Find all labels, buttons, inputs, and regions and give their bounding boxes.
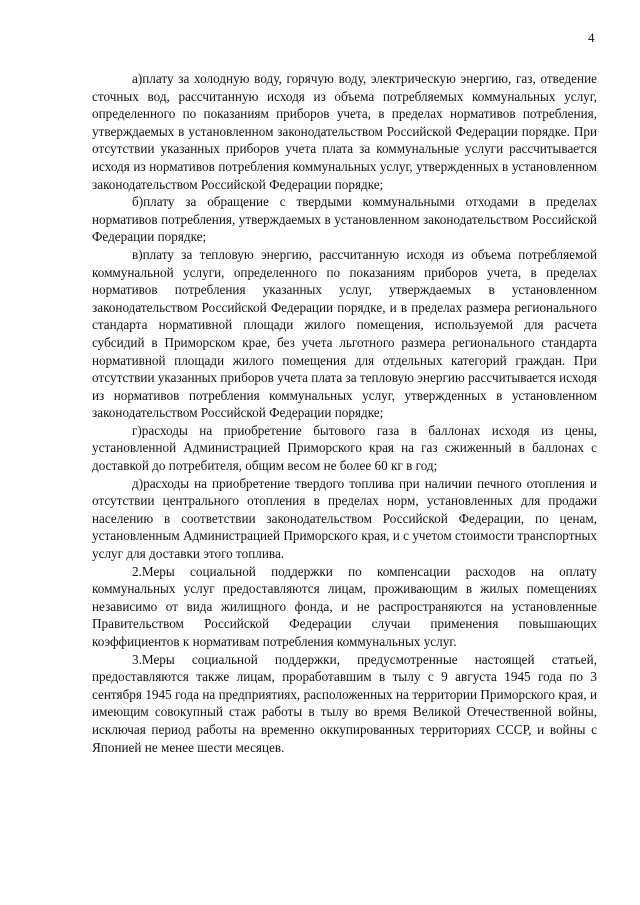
paragraph-b: б)плату за обращение с твердыми коммунальными отходами в пределах нормативов потребления, утверждаемых в установленном законодательством Российской Федерации порядке;	[92, 194, 597, 245]
page-number: 4	[588, 30, 595, 45]
paragraph-g: г)расходы на приобретение бытового газа в баллонах исходя из цены, установленной Администрацией Приморского края на газ сжиженный в баллонах с доставкой до потребителя, общим весом не более 60 кг в год;	[92, 422, 597, 474]
paragraph-a: а)плату за холодную воду, горячую воду, электрическую энергию, газ, отведение сточных вод, рассчитанную исходя из объема потребляемых коммунальных услуг, определенного по показаниям приборов учета, в пределах нормативов потребления, утверждаемых в установленном законодательством Российской Федерации порядке. При отсутствии указанных приборов учета плата за коммунальные услуги рассчитывается исходя из нормативов потребления коммунальных услуг, утвержденных в установленном законодательством Российской Федерации порядке;	[92, 71, 597, 192]
paragraph-3: 3.Меры социальной поддержки, предусмотренные настоящей статьей, предоставляются также лицам, проработавшим в тылу с 9 августа 1945 года по 3 сентября 1945 года на предприятиях, расположенных на территории Приморского края, и имеющим совокупный стаж работы в тылу во время Великой Отечественной войны, исключая период работы на временно оккупированных территориях СССР, и войны с Японией не менее шести месяцев.	[92, 651, 597, 755]
document-body	[92, 70, 597, 756]
paragraph-d: д)расходы на приобретение твердого топлива при наличии печного отопления и отсутствии центрального отопления в пределах норм, установленных для продажи населению в соответствии законодательством Российской Федерации, по ценам, установленным Администрацией Приморского края, и с учетом стоимости транспортных услуг для доставки этого топлива.	[92, 475, 597, 562]
paragraph-v: в)плату за тепловую энергию, рассчитанную исходя из объема потребляемой коммунальной услуги, определенного по показаниям приборов учета, в пределах нормативов потребления указанных услуг, утверждаемых в установленном законодательством Российской Федерации порядке, и в пределах размера регионального стандарта нормативной площади жилого помещения, используемой для расчета субсидий в Приморском крае, без учета льготного размера регионального стандарта нормативной площади жилого помещения для отдельных категорий граждан. При отсутствии указанных приборов учета плата за тепловую энергию рассчитывается исходя из нормативов потребления коммунальных услуг, утвержденных в установленном законодательством Российской Федерации порядке;	[92, 246, 597, 421]
paragraph-2: 2.Меры социальной поддержки по компенсации расходов на оплату коммунальных услуг предоставляются лицам, проживающим в жилых помещениях независимо от вида жилищного фонда, и не распространяются на установленные Правительством Российской Федерации случаи применения повышающих коэффициентов к нормативам потребления коммунальных услуг.	[92, 563, 597, 649]
